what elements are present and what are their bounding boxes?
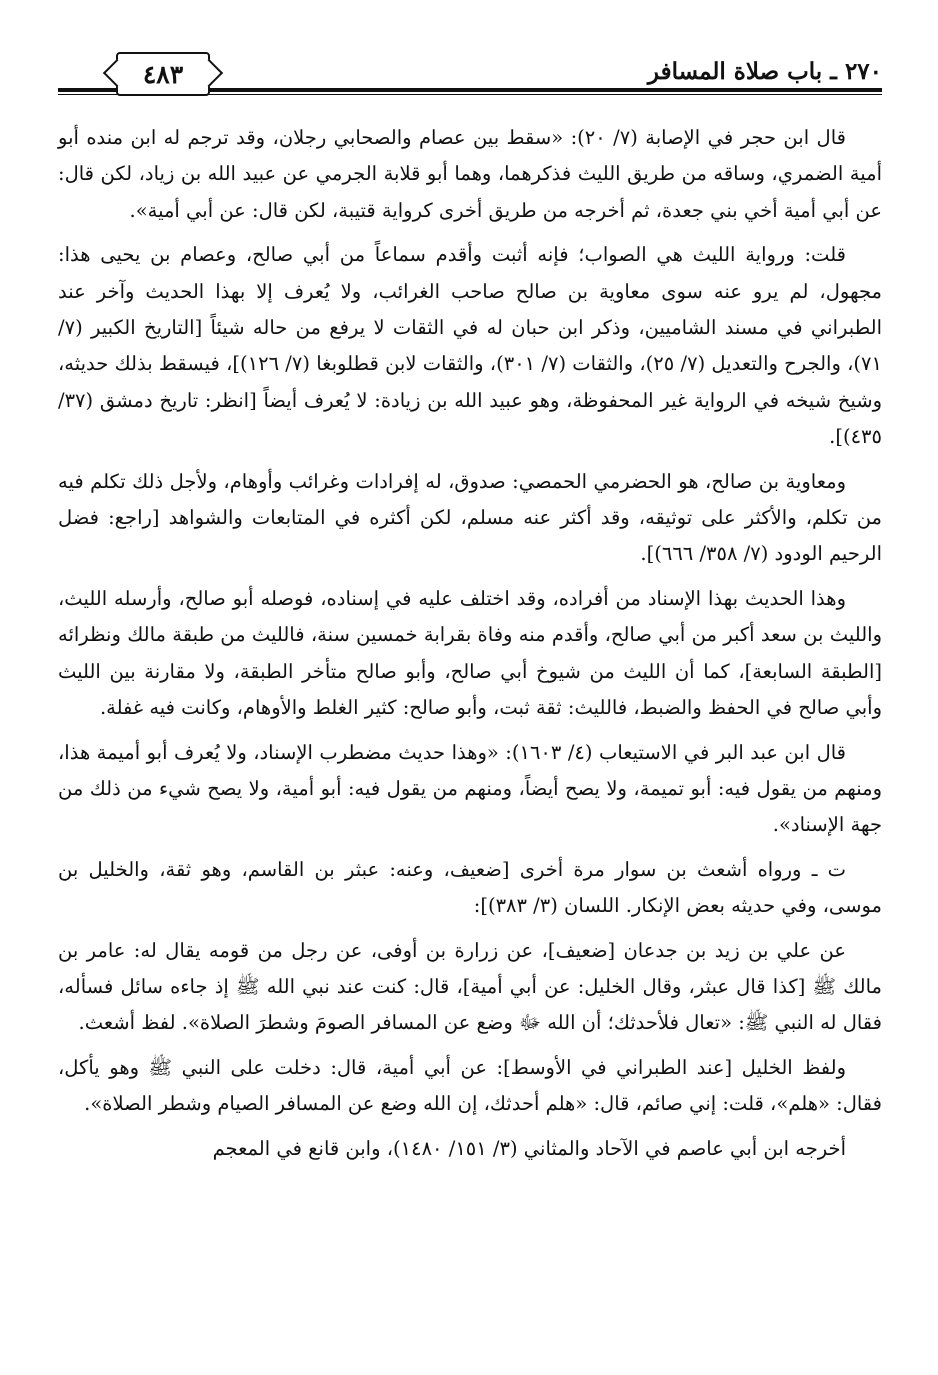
paragraph-1: قال ابن حجر في الإصابة (٧/ ٢٠): «سقط بين عصام والصحابي رجلان، وقد ترجم له ابن منده أبو أمية الضمري، وساقه من طريق الليث فذكرهما، وهما أبو قلابة الجرمي عن عبيد الله بن زياد، لكن قال: عن أبي أمية أخي بني جعدة، ثم أخرجه من طريق أخرى كرواية قتيبة، لكن قال: عن أبي أمية».	[58, 126, 882, 222]
page-number-text: ٤٨٣	[142, 59, 184, 89]
paragraph-2: قلت: ورواية الليث هي الصواب؛ فإنه أثبت وأقدم سماعاً من أبي صالح، وعصام بن يحيى هذا: مجهول، لم يرو عنه سوى معاوية بن صالح صاحب الغرائب، ولا يُعرف إلا بهذا الحديث وآخر عند الطبراني في مسند الشاميين، وذكر ابن حبان له في الثقات لا يرفع من حاله شيئاً [التاريخ الكبير (٧/ ٧١)، والجرح والتعديل (٧/ ٢٥)، والثقات (٧/ ٣٠١)، والثقات لابن قطلوبغا (٧/ ١٢٦)]، فيسقط بذلك حديثه، وشيخ شيخه في الرواية غير المحفوظة، وهو عبيد الله بن زيادة: لا يُعرف أيضاً [انظر: تاريخ دمشق (٣٧/ ٤٣٥)].	[58, 243, 882, 449]
running-head: ٢٧٠ ـ باب صلاة المسافر	[647, 58, 882, 85]
page-header	[58, 52, 882, 96]
paragraph-8: ولفظ الخليل [عند الطبراني في الأوسط]: عن أبي أمية، قال: دخلت على النبي ﷺ وهو يأكل، فقال: «هلم»، قلت: إني صائم، قال: «هلم أحدثك، إن الله وضع عن المسافر الصيام وشطر الصلاة».	[58, 1055, 882, 1116]
paragraph-3: ومعاوية بن صالح، هو الحضرمي الحمصي: صدوق، له إفرادات وغرائب وأوهام، ولأجل ذلك تكلم فيه من تكلم، والأكثر على توثيقه، وقد أكثر عنه مسلم، لكن أكثره في المتابعات والشواهد [راجع: فضل الرحيم الودود (٧/ ٣٥٨/ ٦٦٦)].	[58, 469, 882, 566]
page-body	[58, 120, 882, 1175]
paragraph-6: ت ـ ورواه أشعث بن سوار مرة أخرى [ضعيف، وعنه: عبثر بن القاسم، وهو ثقة، والخليل بن موسى، وفي حديثه بعض الإنكار. اللسان (٣/ ٣٨٣)]:	[58, 857, 882, 918]
paragraph-5: قال ابن عبد البر في الاستيعاب (٤/ ١٦٠٣): «وهذا حديث مضطرب الإسناد، ولا يُعرف أبو أميمة هذا، ومنهم من يقول فيه: أبو تميمة، ولا يصح أيضاً، ومنهم من يقول فيه: أبو أمية، ولا يصح شيء من ذلك من جهة الإسناد».	[58, 740, 882, 837]
paragraph-4: وهذا الحديث بهذا الإسناد من أفراده، وقد اختلف عليه في إسناده، فوصله أبو صالح، وأرسله الليث، والليث بن سعد أكبر من أبي صالح، وأقدم منه وفاة بقرابة خمسين سنة، فالليث من طبقة مالك ونظرائه [الطبقة السابعة]، كما أن الليث من شيوخ أبي صالح، وأبو صالح متأخر الطبقة، ولا مقارنة بين الليث وأبي صالح في الحفظ والضبط، فالليث: ثقة ثبت، وأبو صالح: كثير الغلط والأوهام، وكانت فيه غفلة.	[58, 586, 882, 720]
paragraph-7: عن علي بن زيد بن جدعان [ضعيف]، عن زرارة بن أوفى، عن رجل من قومه يقال له: عامر بن مالك ﷺ [كذا قال عبثر، وقال الخليل: عن أبي أمية]، قال: كنت عند نبي الله ﷺ إذ جاءه سائل فسأله، فقال له النبي ﷺ: «تعال فلأحدثك؛ أن الله ﷻ وضع عن المسافر الصومَ وشطرَ الصلاة». لفظ أشعث.	[58, 938, 882, 1035]
page-number	[116, 52, 210, 96]
paragraph-9: أخرجه ابن أبي عاصم في الآحاد والمثاني (٣/ ١٥١/ ١٤٨٠)، وابن قانع في المعجم	[212, 1136, 846, 1160]
